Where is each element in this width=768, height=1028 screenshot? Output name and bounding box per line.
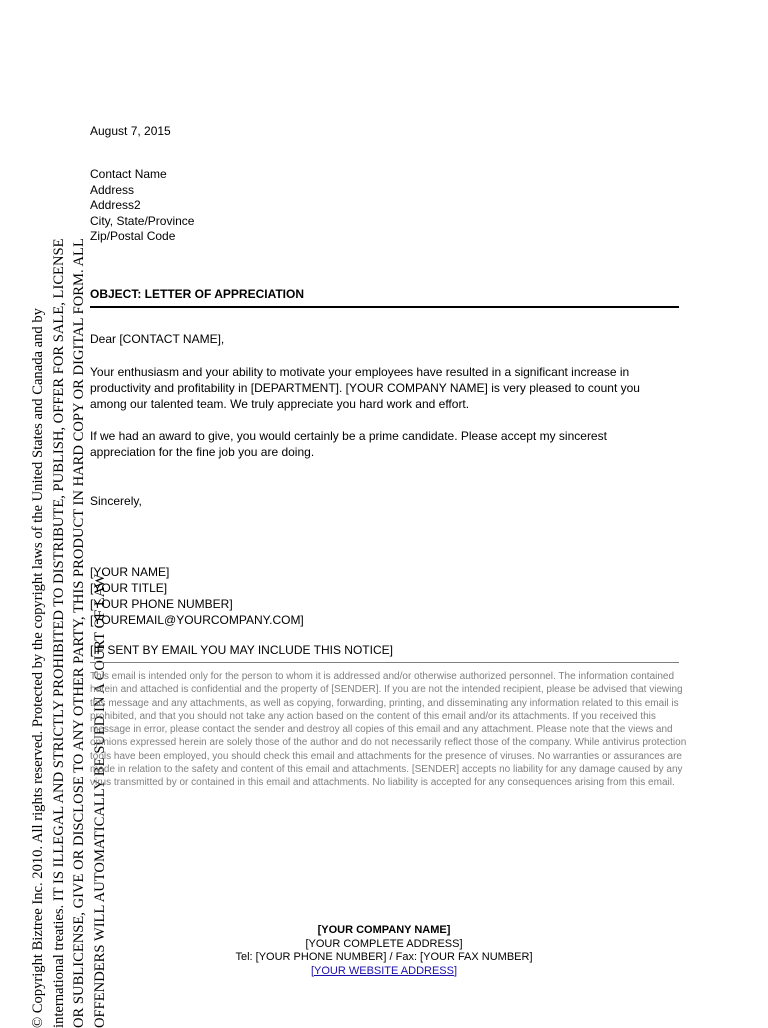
footer-website-link[interactable]: [YOUR WEBSITE ADDRESS]	[310, 964, 458, 977]
letter-object: OBJECT: LETTER OF APPRECIATION	[90, 287, 305, 301]
signature-title: [YOUR TITLE]	[90, 581, 168, 595]
email-notice-heading: [IF SENT BY EMAIL YOU MAY INCLUDE THIS NOTICE]	[90, 643, 393, 657]
address-line: Address	[90, 182, 135, 197]
notice-divider	[90, 662, 679, 663]
copyright-line-2: international treaties. IT IS ILLEGAL AND STRICTLY PROHIBITED TO DISTRIBUTE, PUBLISH, OFFER FOR SALE, LICENSE	[50, 238, 67, 1028]
address-line: City, State/Province	[90, 213, 195, 228]
footer-contact: Tel: [YOUR PHONE NUMBER] / Fax: [YOUR FAX NUMBER]	[235, 951, 533, 964]
email-disclaimer: This email is intended only for the person to whom it is addressed and/or otherwise authorized personnel. The information contained herein and attached is confidential and the property of [SENDER]. If you are not the intended recipient, please be advised that viewing this message and any attachments, as well as copying, forwarding, printing, and disseminating any information related to this email is prohibited, and that you should not take any action based on the content of this email and/or its attachments. If you received this message in error, please contact the sender and destroy all copies of this email and any attachment. Please note that the views and opinions expressed herein are solely those of the author and do not necessarily reflect those of the company. While antivirus protection tools have been employed, you should check this email and attachments for the presence of viruses. No warranties or assurances are made in relation to the safety and content of this email and attachments. [SENDER] accepts no liability for any damage caused by any virus transmitted by or contained in this email and attachments. No liability is accepted for any consequences arising from this email.	[90, 671, 687, 789]
copyright-line-4: OFFENDERS WILL AUTOMATICALLY BE SUED IN A COURT OF LAW.	[91, 571, 108, 1028]
address-line: Contact Name	[90, 167, 167, 181]
closing: Sincerely,	[90, 494, 142, 508]
footer-company-name: [YOUR COMPANY NAME]	[317, 924, 451, 936]
address-line: Address2	[90, 198, 141, 212]
salutation: Dear [CONTACT NAME],	[90, 332, 225, 346]
letterhead-footer	[0, 924, 768, 978]
signature-email: [YOUREMAIL@YOURCOMPANY.COM]	[90, 613, 304, 627]
copyright-line-3: OR SUBLICENSE, GIVE OR DISCLOSE TO ANY OTHER PARTY, THIS PRODUCT IN HARD COPY OR DIGITAL FORM. ALL	[71, 238, 88, 1028]
footer-address: [YOUR COMPLETE ADDRESS]	[305, 937, 463, 950]
signature-name: [YOUR NAME]	[90, 565, 170, 579]
body-paragraph-1: Your enthusiasm and your ability to motivate your employees have resulted in a significant increase in productivity and profitability in [DEPARTMENT]. [YOUR COMPANY NAME] is very pleased to count you among our talented team. We truly appreciate you hard work and effort.	[90, 365, 640, 411]
letter-date: August 7, 2015	[90, 124, 171, 138]
object-divider	[90, 306, 679, 308]
body-paragraph-2: If we had an award to give, you would certainly be a prime candidate. Please accept my sincerest appreciation for the fine job you are doing.	[90, 429, 607, 459]
address-line: Zip/Postal Code	[90, 229, 176, 243]
copyright-line-1: © Copyright Biztree Inc. 2010. All rights reserved. Protected by the copyright laws of the United States and Canada and by	[30, 308, 46, 1028]
recipient-address	[90, 167, 194, 245]
signature-block	[90, 564, 304, 628]
signature-phone: [YOUR PHONE NUMBER]	[90, 597, 233, 611]
